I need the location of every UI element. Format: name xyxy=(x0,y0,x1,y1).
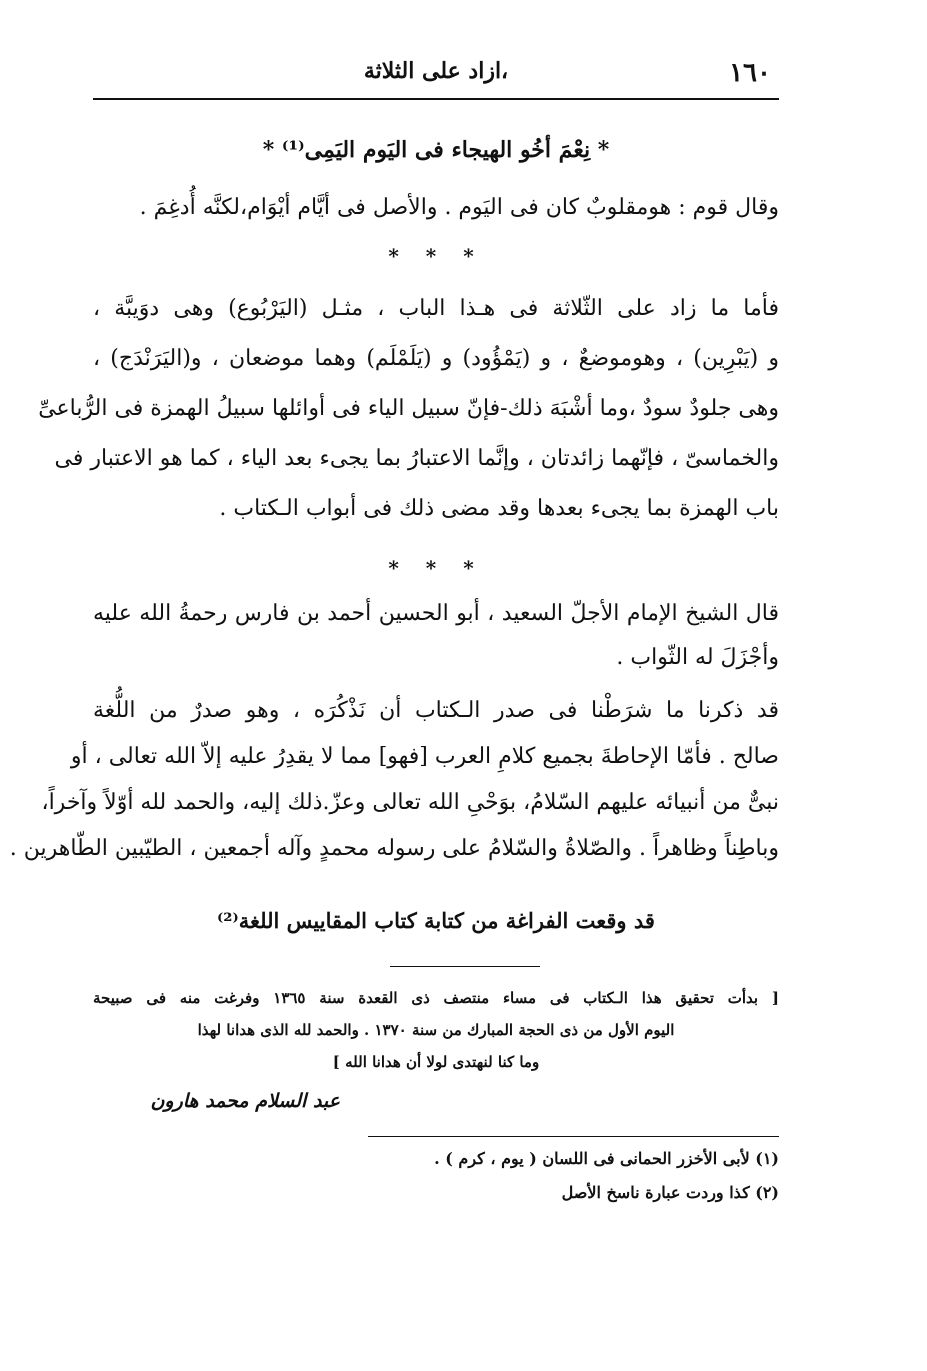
header-rule xyxy=(93,98,779,100)
paragraph-2 xyxy=(38,284,779,534)
verse-line: * نِعْمَ أخُو الهيجاء فى اليَوم اليَمِى⁽¹⁾ * xyxy=(262,137,610,163)
text-line: قد ذكرنا ما شرَطْنا فى صدر الـكتاب أن نَذْكُرَه ، وهو صدرٌ من اللُّغة xyxy=(93,698,779,723)
colophon-rule xyxy=(390,966,540,967)
colophon: قد وقعت الفراغة من كتابة كتاب المقاييس اللغة⁽²⁾ xyxy=(217,908,655,933)
running-title: ،ازاد على الثلاثة xyxy=(363,58,509,84)
text-line: نبىٌّ من أنبيائه عليهم السّلامُ، بوَحْىِ الله تعالى وعزّ.ذلك إليه، والحمد لله أوّلاً وآخراً، xyxy=(41,790,779,815)
page-number: ١٦٠ xyxy=(729,58,771,88)
footnote-1: (١) لأبى الأخزر الحمانى فى اللسان ( يوم ، كرم ) . xyxy=(434,1149,779,1168)
text-line: وباطِناً وظاهراً . والصّلاةُ والسّلامُ على رسوله محمدٍ وآله أجمعين ، الطيّبين الطّاهرين . xyxy=(9,836,779,861)
paragraph-4 xyxy=(9,688,779,872)
note-line: [ بدأت تحقيق هذا الـكتاب فى مساء منتصف ذى القعدة سنة ١٣٦٥ وفرغت منه فى صبيحة xyxy=(93,989,779,1007)
text-line: وهى جلودٌ سودٌ ،وما أشْبَهَ ذلك-فإنّ سبيل الياء فى أوائلها سبيلُ الهمزة فى الرُّباعىِّ xyxy=(38,396,779,421)
text-line: والخماسىّ ، فإنّهما زائدتان ، وإنَّما الاعتبارُ بما يجىء بعد الياء ، كما هو الاعتبار فى xyxy=(54,446,779,471)
text-line: وقال قوم : هومقلوبٌ كان فى اليَوم . والأصل فى أيَّام أيْوَام،لكنَّه أُدغِمَ . xyxy=(139,195,779,220)
section-separator-1: * * * xyxy=(388,244,484,268)
footnote-rule xyxy=(368,1136,779,1137)
note-line: وما كنا لنهتدى لولا أن هدانا الله ] xyxy=(332,1053,540,1071)
text-line: و (يَبْرِين) ، وهوموضعٌ ، و (يَمْؤُود) و (يَلَمْلَم) وهما موضعان ، و(اليَرَنْدَج) ، xyxy=(93,346,779,371)
page-header xyxy=(93,56,779,96)
section-separator-2: * * * xyxy=(388,556,484,580)
editor-note xyxy=(93,982,779,1078)
paragraph-1 xyxy=(93,186,779,230)
text-line: باب الهمزة بما يجىء بعدها وقد مضى ذلك فى أبواب الـكتاب . xyxy=(219,496,779,521)
note-line: اليوم الأول من ذى الحجة المبارك من سنة ١٣٧٠ . والحمد لله الذى هدانا لهذا xyxy=(197,1021,675,1039)
text-line: قال الشيخ الإمام الأجلّ السعيد ، أبو الحسين أحمد بن فارس رحمةُ الله عليه xyxy=(93,601,779,626)
footnote-2: (٢) كذا وردت عبارة ناسخ الأصل xyxy=(561,1183,779,1202)
text-line: وأجْزَلَ له الثّواب . xyxy=(616,645,779,670)
editor-signature: عبد السلام محمد هارون xyxy=(150,1090,340,1112)
paragraph-3 xyxy=(93,592,779,680)
text-line: صالح . فأمّا الإحاطةَ بجميع كلامِ العرب [فهو] مما لا يقدِرُ عليه إلاّ الله تعالى ، أو xyxy=(70,744,779,769)
text-line: فأما ما زاد على الثّلاثة فى هـذا الباب ، مثـل (اليَرْبُوع) وهى دوَيبَّة ، xyxy=(93,296,779,321)
footnotes xyxy=(368,1142,779,1210)
